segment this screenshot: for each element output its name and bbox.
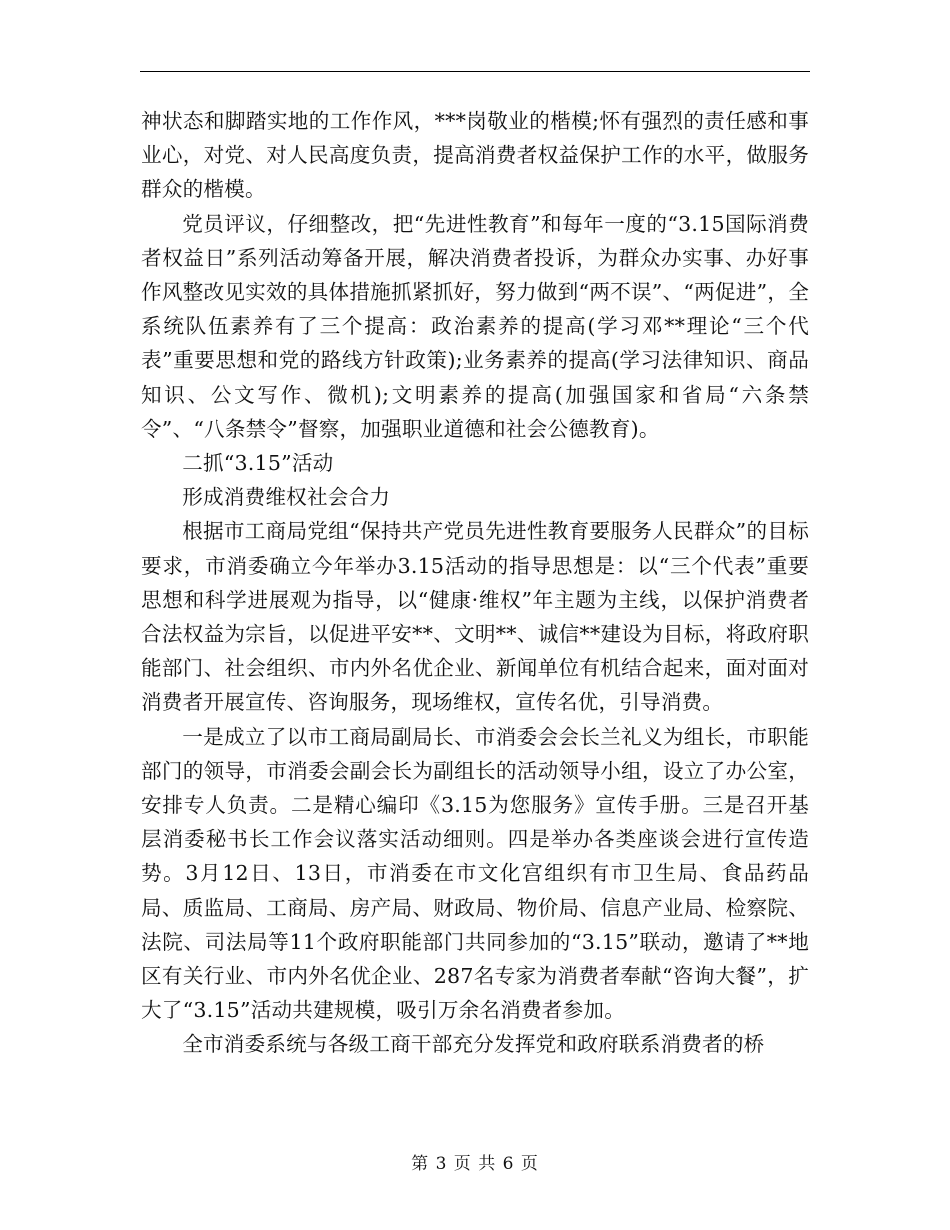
paragraph-4: 一是成立了以市工商局副局长、市消委会会长兰礼义为组长，市职能部门的领导，市消委会副会长为副组长的活动领导小组，设立了办公室，安排专人负责。二是精心编印《3.15为您服务》宣传手册。三是召开基层消委秘书长工作会议落实活动细则。四是举办各类座谈会进行宣传造势。3月12日、13日，市消委在市文化宫组织有市卫生局、食品药品局、质监局、工商局、房产局、财政局、物价局、信息产业局、检察院、法院、司法局等11个政府职能部门共同参加的“3.15”联动，邀请了**地区有关行业、市内外名优企业、287名专家为消费者奉献“咨询大餐”，扩大了“3.15”活动共建规模，吸引万余名消费者参加。 [141, 724, 809, 1023]
header-rule [140, 71, 810, 72]
page-number-footer: 第 3 页 共 6 页 [411, 1154, 539, 1174]
section-subheading: 形成消费维权社会合力 [182, 485, 391, 510]
paragraph-2: 党员评议，仔细整改，把“先进性教育”和每年一度的“3.15国际消费者权益日”系列活动筹备开展，解决消费者投诉，为群众办实事、办好事作风整改见实效的具体措施抓紧抓好，努力做到“两不误”、“两促进”，全系统队伍素养有了三个提高：政治素养的提高(学习邓**理论“三个代表”重要思想和党的路线方针政策);业务素养的提高(学习法律知识、商品知识、公文写作、微机);文明素养的提高(加强国家和省局“六条禁令”、“八条禁令”督察，加强职业道德和社会公德教育)。 [141, 211, 809, 441]
paragraph-1: 神状态和脚踏实地的工作作风，***岗敬业的楷模;怀有强烈的责任感和事业心，对党、对人民高度负责，提高消费者权益保护工作的水平，做服务群众的楷模。 [141, 109, 809, 202]
document-body [141, 104, 809, 1062]
section-heading: 二抓“3.15”活动 [182, 451, 334, 476]
paragraph-5: 全市消委系统与各级工商干部充分发挥党和政府联系消费者的桥 [182, 1032, 765, 1057]
paragraph-3: 根据市工商局党组“保持共产党员先进性教育要服务人民群众”的目标要求，市消委确立今年举办3.15活动的指导思想是：以“三个代表”重要思想和科学进展观为指导，以“健康·维权”年主题为主线，以保护消费者合法权益为宗旨，以促进平安**、文明**、诚信**建设为目标，将政府职能部门、社会组织、市内外名优企业、新闻单位有机结合起来，面对面对消费者开展宣传、咨询服务，现场维权，宣传名优，引导消费。 [141, 519, 809, 715]
